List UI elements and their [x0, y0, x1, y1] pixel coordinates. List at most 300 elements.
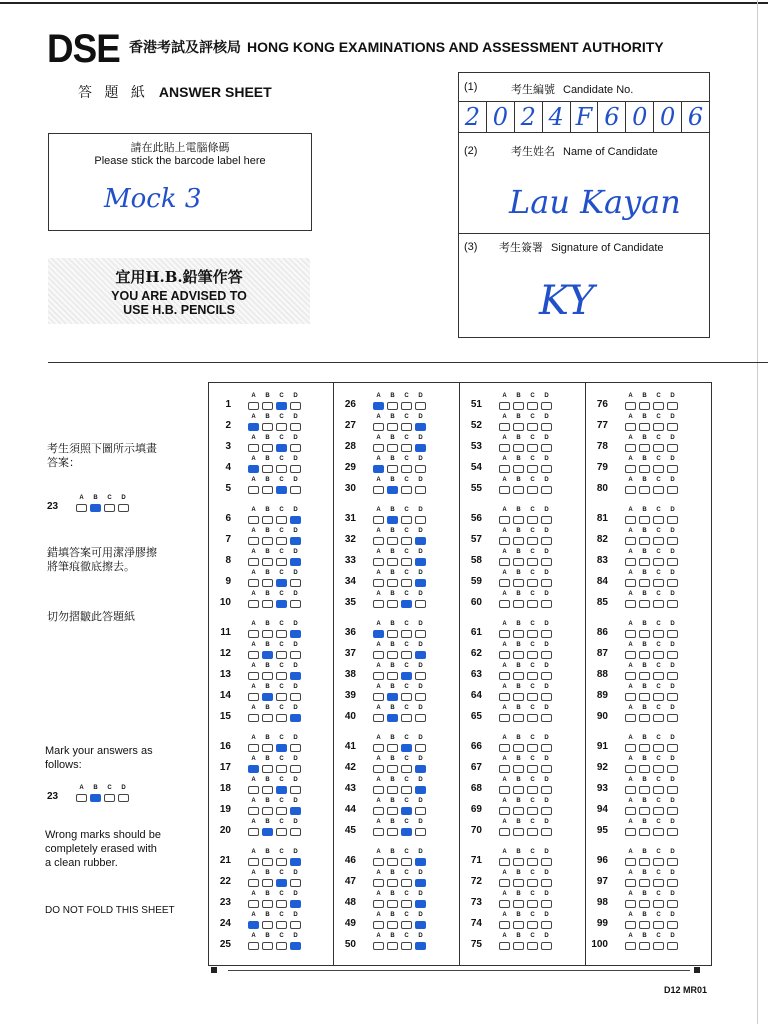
answer-option-a[interactable]	[498, 912, 511, 930]
answer-option-b[interactable]	[261, 684, 274, 702]
option-bubble[interactable]	[499, 807, 510, 815]
answer-option-b[interactable]	[261, 891, 274, 909]
answer-option-a[interactable]	[498, 507, 511, 525]
option-bubble[interactable]	[667, 516, 678, 524]
answer-option-d[interactable]	[289, 849, 302, 867]
answer-option-a[interactable]	[247, 549, 260, 567]
option-bubble[interactable]	[387, 672, 398, 680]
answer-option-d[interactable]	[666, 591, 679, 609]
example-option-d[interactable]	[117, 495, 130, 513]
answer-option-b[interactable]	[512, 870, 525, 888]
option-bubble[interactable]	[499, 600, 510, 608]
option-bubble[interactable]	[290, 744, 301, 752]
answer-option-c[interactable]	[275, 570, 288, 588]
answer-option-a[interactable]	[624, 798, 637, 816]
answer-option-d[interactable]	[289, 891, 302, 909]
option-bubble[interactable]	[401, 402, 412, 410]
answer-option-c[interactable]	[400, 798, 413, 816]
option-bubble[interactable]	[276, 537, 287, 545]
answer-option-d[interactable]	[414, 870, 427, 888]
answer-option-b[interactable]	[512, 777, 525, 795]
option-bubble[interactable]	[625, 402, 636, 410]
answer-option-a[interactable]	[247, 933, 260, 951]
answer-option-d[interactable]	[289, 684, 302, 702]
answer-option-d[interactable]	[289, 393, 302, 411]
option-bubble[interactable]	[499, 714, 510, 722]
answer-option-b[interactable]	[512, 912, 525, 930]
option-bubble[interactable]	[513, 579, 524, 587]
answer-option-d[interactable]	[540, 705, 553, 723]
answer-option-d[interactable]	[666, 621, 679, 639]
answer-option-d[interactable]	[666, 849, 679, 867]
option-bubble[interactable]	[499, 879, 510, 887]
option-bubble[interactable]	[499, 828, 510, 836]
option-bubble[interactable]	[513, 486, 524, 494]
answer-option-a[interactable]	[247, 456, 260, 474]
option-bubble[interactable]	[387, 465, 398, 473]
option-bubble[interactable]	[373, 900, 384, 908]
answer-option-c[interactable]	[400, 456, 413, 474]
option-bubble[interactable]	[625, 879, 636, 887]
option-bubble[interactable]	[401, 714, 412, 722]
answer-option-d[interactable]	[540, 933, 553, 951]
answer-option-b[interactable]	[638, 891, 651, 909]
answer-option-d[interactable]	[414, 705, 427, 723]
option-bubble[interactable]	[373, 942, 384, 950]
option-bubble[interactable]	[248, 444, 259, 452]
answer-option-b[interactable]	[638, 756, 651, 774]
option-bubble[interactable]	[415, 423, 426, 431]
option-bubble[interactable]	[639, 630, 650, 638]
answer-option-d[interactable]	[666, 819, 679, 837]
option-bubble[interactable]	[513, 537, 524, 545]
answer-option-a[interactable]	[498, 756, 511, 774]
option-bubble[interactable]	[262, 879, 273, 887]
answer-option-a[interactable]	[498, 591, 511, 609]
option-bubble[interactable]	[527, 714, 538, 722]
answer-option-a[interactable]	[498, 570, 511, 588]
answer-option-b[interactable]	[261, 528, 274, 546]
option-bubble[interactable]	[415, 600, 426, 608]
option-bubble[interactable]	[401, 537, 412, 545]
answer-option-a[interactable]	[372, 507, 385, 525]
answer-option-c[interactable]	[400, 933, 413, 951]
option-bubble[interactable]	[625, 828, 636, 836]
option-bubble[interactable]	[401, 651, 412, 659]
option-bubble[interactable]	[541, 744, 552, 752]
answer-option-b[interactable]	[638, 414, 651, 432]
option-bubble[interactable]	[373, 828, 384, 836]
answer-option-c[interactable]	[275, 819, 288, 837]
answer-option-d[interactable]	[666, 549, 679, 567]
answer-option-b[interactable]	[261, 819, 274, 837]
option-bubble[interactable]	[639, 444, 650, 452]
answer-option-a[interactable]	[247, 507, 260, 525]
option-bubble[interactable]	[373, 921, 384, 929]
option-bubble[interactable]	[262, 765, 273, 773]
option-bubble[interactable]	[262, 630, 273, 638]
option-bubble[interactable]	[653, 828, 664, 836]
answer-option-a[interactable]	[498, 621, 511, 639]
answer-option-d[interactable]	[414, 570, 427, 588]
answer-option-c[interactable]	[275, 912, 288, 930]
option-bubble[interactable]	[387, 444, 398, 452]
option-bubble[interactable]	[290, 516, 301, 524]
option-bubble[interactable]	[527, 600, 538, 608]
option-bubble[interactable]	[541, 765, 552, 773]
option-bubble[interactable]	[415, 630, 426, 638]
answer-option-a[interactable]	[247, 570, 260, 588]
option-bubble[interactable]	[290, 423, 301, 431]
option-bubble[interactable]	[499, 486, 510, 494]
option-bubble[interactable]	[76, 504, 87, 512]
candidate-digit[interactable]: 4	[543, 102, 571, 132]
candidate-name-handwriting[interactable]: Lau Kayan	[509, 183, 681, 221]
option-bubble[interactable]	[290, 693, 301, 701]
option-bubble[interactable]	[248, 900, 259, 908]
answer-option-a[interactable]	[247, 477, 260, 495]
option-bubble[interactable]	[527, 900, 538, 908]
answer-option-c[interactable]	[652, 435, 665, 453]
answer-option-b[interactable]	[386, 663, 399, 681]
answer-option-d[interactable]	[289, 621, 302, 639]
answer-option-a[interactable]	[372, 570, 385, 588]
option-bubble[interactable]	[276, 921, 287, 929]
option-bubble[interactable]	[625, 858, 636, 866]
answer-option-c[interactable]	[275, 456, 288, 474]
answer-option-c[interactable]	[526, 570, 539, 588]
answer-option-b[interactable]	[386, 570, 399, 588]
option-bubble[interactable]	[401, 765, 412, 773]
option-bubble[interactable]	[373, 600, 384, 608]
option-bubble[interactable]	[541, 828, 552, 836]
answer-option-d[interactable]	[666, 912, 679, 930]
option-bubble[interactable]	[401, 879, 412, 887]
answer-option-a[interactable]	[372, 435, 385, 453]
option-bubble[interactable]	[639, 558, 650, 566]
option-bubble[interactable]	[639, 423, 650, 431]
option-bubble[interactable]	[527, 807, 538, 815]
answer-option-c[interactable]	[275, 642, 288, 660]
option-bubble[interactable]	[248, 672, 259, 680]
answer-option-d[interactable]	[414, 507, 427, 525]
option-bubble[interactable]	[639, 744, 650, 752]
option-bubble[interactable]	[527, 651, 538, 659]
answer-option-c[interactable]	[275, 621, 288, 639]
candidate-digit[interactable]: 2	[459, 102, 487, 132]
option-bubble[interactable]	[401, 516, 412, 524]
option-bubble[interactable]	[401, 921, 412, 929]
answer-option-a[interactable]	[624, 621, 637, 639]
answer-option-a[interactable]	[372, 477, 385, 495]
answer-option-d[interactable]	[540, 756, 553, 774]
option-bubble[interactable]	[262, 693, 273, 701]
option-bubble[interactable]	[290, 579, 301, 587]
option-bubble[interactable]	[513, 828, 524, 836]
answer-option-c[interactable]	[526, 393, 539, 411]
option-bubble[interactable]	[401, 465, 412, 473]
option-bubble[interactable]	[653, 444, 664, 452]
option-bubble[interactable]	[625, 600, 636, 608]
answer-option-c[interactable]	[526, 777, 539, 795]
option-bubble[interactable]	[373, 630, 384, 638]
option-bubble[interactable]	[248, 558, 259, 566]
candidate-digit[interactable]: 0	[654, 102, 682, 132]
option-bubble[interactable]	[653, 900, 664, 908]
option-bubble[interactable]	[513, 900, 524, 908]
answer-option-b[interactable]	[386, 798, 399, 816]
option-bubble[interactable]	[639, 516, 650, 524]
option-bubble[interactable]	[248, 765, 259, 773]
option-bubble[interactable]	[513, 765, 524, 773]
option-bubble[interactable]	[401, 444, 412, 452]
option-bubble[interactable]	[248, 465, 259, 473]
option-bubble[interactable]	[653, 693, 664, 701]
option-bubble[interactable]	[290, 402, 301, 410]
option-bubble[interactable]	[262, 942, 273, 950]
option-bubble[interactable]	[248, 402, 259, 410]
option-bubble[interactable]	[248, 921, 259, 929]
answer-option-d[interactable]	[540, 621, 553, 639]
option-bubble[interactable]	[667, 651, 678, 659]
option-bubble[interactable]	[653, 786, 664, 794]
answer-option-b[interactable]	[386, 477, 399, 495]
option-bubble[interactable]	[415, 537, 426, 545]
answer-option-a[interactable]	[247, 591, 260, 609]
option-bubble[interactable]	[653, 765, 664, 773]
answer-option-c[interactable]	[526, 477, 539, 495]
option-bubble[interactable]	[625, 744, 636, 752]
answer-option-a[interactable]	[624, 735, 637, 753]
answer-option-d[interactable]	[540, 414, 553, 432]
option-bubble[interactable]	[499, 423, 510, 431]
answer-option-b[interactable]	[512, 819, 525, 837]
answer-option-b[interactable]	[261, 414, 274, 432]
option-bubble[interactable]	[415, 765, 426, 773]
option-bubble[interactable]	[262, 486, 273, 494]
option-bubble[interactable]	[625, 537, 636, 545]
answer-option-c[interactable]	[652, 456, 665, 474]
answer-option-a[interactable]	[498, 684, 511, 702]
answer-option-d[interactable]	[289, 777, 302, 795]
answer-option-b[interactable]	[386, 819, 399, 837]
option-bubble[interactable]	[415, 486, 426, 494]
answer-option-c[interactable]	[400, 870, 413, 888]
answer-option-d[interactable]	[414, 456, 427, 474]
option-bubble[interactable]	[118, 794, 129, 802]
answer-option-c[interactable]	[275, 870, 288, 888]
answer-option-b[interactable]	[261, 621, 274, 639]
answer-option-c[interactable]	[652, 756, 665, 774]
option-bubble[interactable]	[415, 579, 426, 587]
answer-option-d[interactable]	[666, 507, 679, 525]
answer-option-d[interactable]	[414, 819, 427, 837]
option-bubble[interactable]	[639, 765, 650, 773]
option-bubble[interactable]	[90, 794, 101, 802]
answer-option-b[interactable]	[512, 663, 525, 681]
answer-option-b[interactable]	[261, 933, 274, 951]
answer-option-b[interactable]	[512, 477, 525, 495]
option-bubble[interactable]	[401, 486, 412, 494]
option-bubble[interactable]	[276, 744, 287, 752]
answer-option-b[interactable]	[512, 684, 525, 702]
option-bubble[interactable]	[625, 630, 636, 638]
option-bubble[interactable]	[415, 921, 426, 929]
option-bubble[interactable]	[639, 672, 650, 680]
option-bubble[interactable]	[625, 516, 636, 524]
option-bubble[interactable]	[248, 786, 259, 794]
answer-option-a[interactable]	[372, 870, 385, 888]
option-bubble[interactable]	[639, 402, 650, 410]
option-bubble[interactable]	[527, 465, 538, 473]
option-bubble[interactable]	[373, 858, 384, 866]
answer-option-d[interactable]	[414, 435, 427, 453]
option-bubble[interactable]	[276, 858, 287, 866]
answer-option-a[interactable]	[624, 642, 637, 660]
answer-option-b[interactable]	[512, 528, 525, 546]
answer-option-b[interactable]	[386, 756, 399, 774]
option-bubble[interactable]	[667, 465, 678, 473]
answer-option-d[interactable]	[289, 798, 302, 816]
example-option-c[interactable]	[103, 785, 116, 803]
option-bubble[interactable]	[653, 579, 664, 587]
option-bubble[interactable]	[262, 402, 273, 410]
answer-option-a[interactable]	[372, 819, 385, 837]
answer-option-d[interactable]	[289, 570, 302, 588]
answer-option-b[interactable]	[261, 912, 274, 930]
answer-option-c[interactable]	[400, 756, 413, 774]
answer-option-a[interactable]	[498, 798, 511, 816]
option-bubble[interactable]	[276, 486, 287, 494]
option-bubble[interactable]	[527, 693, 538, 701]
option-bubble[interactable]	[373, 579, 384, 587]
option-bubble[interactable]	[639, 879, 650, 887]
answer-option-d[interactable]	[540, 684, 553, 702]
option-bubble[interactable]	[415, 465, 426, 473]
option-bubble[interactable]	[527, 921, 538, 929]
answer-option-b[interactable]	[386, 777, 399, 795]
option-bubble[interactable]	[248, 516, 259, 524]
option-bubble[interactable]	[513, 402, 524, 410]
answer-option-a[interactable]	[624, 435, 637, 453]
answer-option-d[interactable]	[540, 870, 553, 888]
answer-option-b[interactable]	[261, 663, 274, 681]
option-bubble[interactable]	[401, 423, 412, 431]
option-bubble[interactable]	[667, 693, 678, 701]
option-bubble[interactable]	[513, 921, 524, 929]
answer-option-c[interactable]	[652, 393, 665, 411]
answer-option-b[interactable]	[512, 621, 525, 639]
answer-option-d[interactable]	[666, 570, 679, 588]
option-bubble[interactable]	[373, 744, 384, 752]
option-bubble[interactable]	[639, 600, 650, 608]
answer-option-a[interactable]	[372, 549, 385, 567]
option-bubble[interactable]	[513, 516, 524, 524]
option-bubble[interactable]	[401, 693, 412, 701]
option-bubble[interactable]	[276, 942, 287, 950]
option-bubble[interactable]	[290, 765, 301, 773]
answer-option-c[interactable]	[526, 870, 539, 888]
answer-option-d[interactable]	[414, 549, 427, 567]
option-bubble[interactable]	[667, 537, 678, 545]
option-bubble[interactable]	[415, 744, 426, 752]
option-bubble[interactable]	[262, 858, 273, 866]
answer-option-c[interactable]	[526, 414, 539, 432]
answer-option-a[interactable]	[247, 663, 260, 681]
answer-option-b[interactable]	[512, 435, 525, 453]
option-bubble[interactable]	[499, 744, 510, 752]
answer-option-b[interactable]	[261, 870, 274, 888]
answer-option-d[interactable]	[289, 819, 302, 837]
answer-option-b[interactable]	[638, 570, 651, 588]
option-bubble[interactable]	[653, 879, 664, 887]
option-bubble[interactable]	[276, 807, 287, 815]
answer-option-c[interactable]	[652, 621, 665, 639]
option-bubble[interactable]	[513, 672, 524, 680]
option-bubble[interactable]	[290, 444, 301, 452]
option-bubble[interactable]	[262, 444, 273, 452]
answer-option-c[interactable]	[652, 663, 665, 681]
option-bubble[interactable]	[625, 444, 636, 452]
option-bubble[interactable]	[667, 423, 678, 431]
answer-option-a[interactable]	[624, 507, 637, 525]
answer-option-a[interactable]	[498, 642, 511, 660]
answer-option-a[interactable]	[247, 912, 260, 930]
answer-option-c[interactable]	[652, 684, 665, 702]
example-option-a[interactable]	[75, 785, 88, 803]
option-bubble[interactable]	[499, 942, 510, 950]
answer-option-d[interactable]	[666, 798, 679, 816]
answer-option-d[interactable]	[666, 393, 679, 411]
answer-option-b[interactable]	[386, 393, 399, 411]
answer-option-d[interactable]	[540, 663, 553, 681]
answer-option-c[interactable]	[275, 477, 288, 495]
answer-option-c[interactable]	[526, 891, 539, 909]
option-bubble[interactable]	[667, 858, 678, 866]
answer-option-a[interactable]	[624, 870, 637, 888]
option-bubble[interactable]	[118, 504, 129, 512]
option-bubble[interactable]	[104, 794, 115, 802]
option-bubble[interactable]	[276, 465, 287, 473]
option-bubble[interactable]	[104, 504, 115, 512]
answer-option-c[interactable]	[275, 414, 288, 432]
option-bubble[interactable]	[415, 807, 426, 815]
answer-option-c[interactable]	[275, 705, 288, 723]
answer-option-b[interactable]	[638, 870, 651, 888]
option-bubble[interactable]	[387, 693, 398, 701]
option-bubble[interactable]	[639, 651, 650, 659]
answer-option-c[interactable]	[526, 642, 539, 660]
answer-option-a[interactable]	[498, 933, 511, 951]
answer-option-d[interactable]	[289, 477, 302, 495]
option-bubble[interactable]	[401, 786, 412, 794]
option-bubble[interactable]	[541, 921, 552, 929]
option-bubble[interactable]	[653, 465, 664, 473]
option-bubble[interactable]	[290, 714, 301, 722]
answer-option-c[interactable]	[275, 933, 288, 951]
answer-option-a[interactable]	[247, 849, 260, 867]
option-bubble[interactable]	[499, 402, 510, 410]
answer-option-b[interactable]	[261, 477, 274, 495]
answer-option-a[interactable]	[247, 414, 260, 432]
answer-option-a[interactable]	[498, 705, 511, 723]
option-bubble[interactable]	[387, 828, 398, 836]
answer-option-c[interactable]	[526, 528, 539, 546]
answer-option-c[interactable]	[652, 591, 665, 609]
answer-option-b[interactable]	[638, 591, 651, 609]
answer-option-b[interactable]	[386, 933, 399, 951]
answer-option-a[interactable]	[247, 819, 260, 837]
